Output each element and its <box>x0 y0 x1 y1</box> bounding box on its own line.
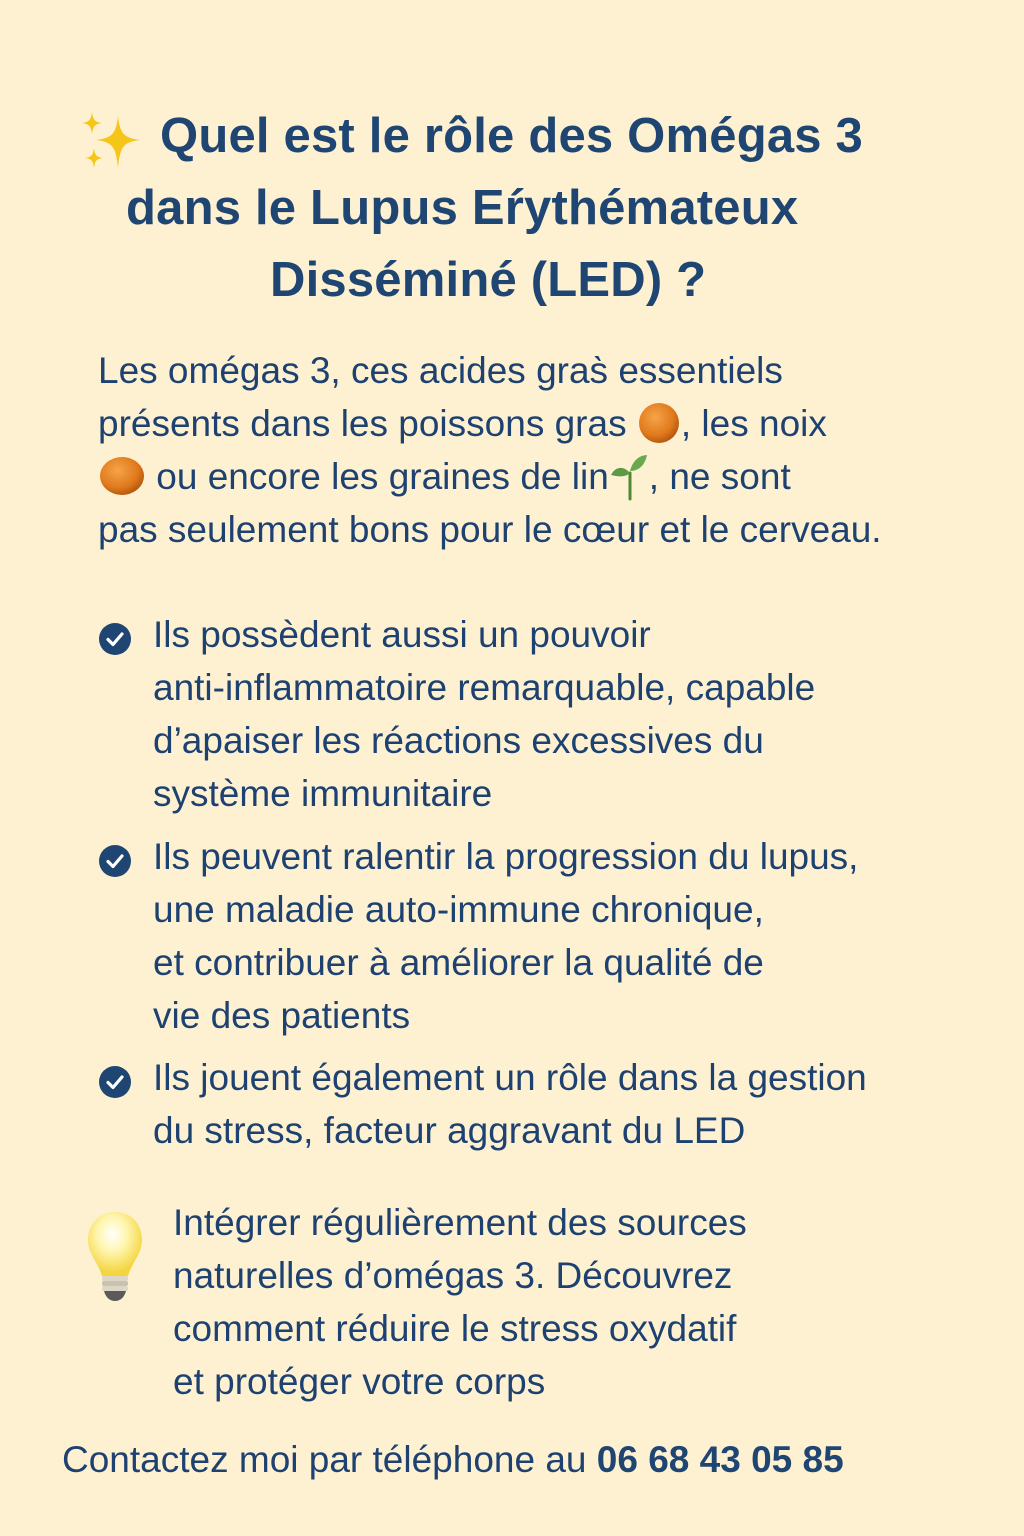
seedling-icon <box>609 451 649 501</box>
intro-line-3-text: ou encore les graines de lin <box>146 456 609 497</box>
bullet-1-line-4: système immunitaire <box>153 773 493 814</box>
bullet-3-line-1: Ils jouent également un rôle dans la gestion <box>153 1057 867 1098</box>
intro-line-1: Les omégas 3, ces acides gras̀ essentiels <box>98 350 783 391</box>
sparkles-icon <box>78 110 144 176</box>
tip-line-2: naturelles d’omégas 3. Découvrez <box>173 1255 733 1296</box>
intro-line-2 <box>98 397 1018 450</box>
orange-circle-icon <box>98 454 146 498</box>
contact-line <box>62 1432 1022 1488</box>
intro-line-4: pas seulement bons pour le cœur et le cerveau. <box>98 509 882 550</box>
bullet-2-line-3: et contribuer à améliorer la qualité de <box>153 942 764 983</box>
contact-label: Contactez moi par téléphone au <box>62 1439 597 1480</box>
bullet-3-line-2: du stress, facteur aggravant du LED <box>153 1110 746 1151</box>
title-line-1: Quel est le rôle des Omégas 3 <box>160 109 863 163</box>
intro-paragraph <box>98 344 1018 556</box>
bullet-1-line-1: Ils possèdent aussi un pouvoir <box>153 614 651 655</box>
lightbulb-icon <box>84 1210 146 1306</box>
check-circle-icon <box>98 1065 132 1099</box>
tip-line-1: Intégrer régulièrement des sources <box>173 1202 747 1243</box>
orange-circle-icon <box>637 401 681 445</box>
bullet-1-line-2: anti-inflammatoire remarquable, capable <box>153 667 816 708</box>
intro-line-3 <box>98 450 1018 503</box>
tip-line-3: comment réduire le stress oxydatif <box>173 1308 737 1349</box>
check-circle-icon <box>98 844 132 878</box>
list-item <box>98 1051 867 1157</box>
bullet-2-line-2: une maladie auto-immune chronique, <box>153 889 764 930</box>
intro-line-2-text: présents dans les poissons gras <box>98 403 627 444</box>
list-item <box>98 608 815 820</box>
check-circle-icon <box>98 622 132 656</box>
bullet-1-line-3: d’apaiser les réactions excessives du <box>153 720 764 761</box>
bullet-2-line-1: Ils peuvent ralentir la progression du lupus, <box>153 836 859 877</box>
title-line-2: dans le Lupus Eŕythématеux <box>126 181 799 235</box>
list-item <box>98 830 858 1042</box>
bullet-2-line-4: vie des patients <box>153 995 411 1036</box>
title-line-3: Disséminé (LED) ? <box>270 253 707 307</box>
intro-line-2-tail: , les noix <box>680 403 827 444</box>
intro-line-3-tail: , ne sont <box>648 456 791 497</box>
tip-line-4: et protéger votre corps <box>173 1361 546 1402</box>
phone-number[interactable]: 06 68 43 05 85 <box>596 1439 844 1480</box>
tip-text <box>173 1196 747 1408</box>
